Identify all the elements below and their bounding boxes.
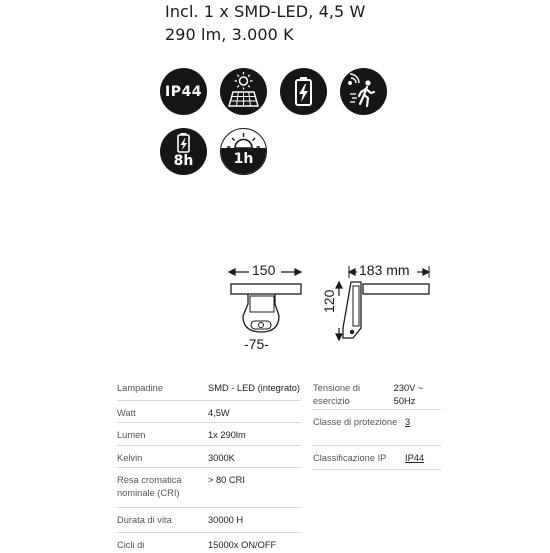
dimension-drawing (215, 258, 445, 368)
battery-8h-icon (160, 128, 207, 175)
spec-value: 4,5W (208, 408, 230, 418)
spec-label: Classificazione IP (313, 453, 387, 463)
spec-row-lumen (117, 423, 301, 446)
spec-row-cicli (117, 533, 301, 553)
lumen-kelvin-line: 290 lm, 3.000 K (165, 25, 294, 44)
ip44-label: IP44 (165, 83, 202, 100)
battery-charge-icon (280, 68, 327, 115)
spec-row-tensione (313, 376, 441, 410)
spec-label: Durata di vita (117, 515, 172, 525)
spec-value: 30000 H (208, 515, 244, 525)
spec-row-cri (117, 468, 301, 508)
led-spec-line: Incl. 1 x SMD-LED, 4,5 W (165, 2, 366, 21)
spec-row-lampadine (117, 376, 301, 401)
spec-label: Tensione di esercizio (313, 383, 361, 406)
spec-label: Watt (117, 408, 136, 418)
spec-label: Classe di protezione (313, 417, 398, 427)
height-label: 120 (321, 289, 337, 313)
spec-value: 1x 290lm (208, 430, 246, 440)
motion-sensor-icon (340, 68, 387, 115)
spec-label: Cicli di (117, 540, 145, 550)
spec-value: SMD - LED (integrato) (208, 383, 300, 393)
8h-label: 8h (173, 153, 194, 169)
feature-icons (160, 68, 400, 188)
spec-row-watt (117, 401, 301, 423)
depth-label: 183 mm (359, 262, 410, 278)
spec-row-durata (117, 508, 301, 533)
spec-label: Resa cromatica nominale (CRI) (117, 475, 182, 498)
spec-row-ip (313, 446, 441, 470)
width-bottom-label: -75- (244, 336, 269, 352)
spec-label: Lumen (117, 430, 146, 440)
spec-row-classe (313, 410, 441, 446)
spec-value: 230V ~ 50Hz (393, 383, 424, 406)
spec-table-right (313, 376, 441, 470)
spec-value: 15000x ON/OFF (208, 540, 277, 550)
width-bottom-value: 75 (248, 336, 265, 352)
product-header (165, 0, 365, 46)
spec-row-kelvin (117, 446, 301, 468)
spec-value: IP44 (405, 453, 425, 463)
width-top-label: 150 (252, 262, 276, 278)
spec-value: > 80 CRI (208, 475, 245, 485)
spec-value: 3 (405, 417, 411, 427)
1h-label: 1h (233, 151, 254, 167)
spec-label: Kelvin (117, 453, 143, 463)
ip44-icon (160, 68, 207, 115)
spec-label: Lampadine (117, 383, 164, 393)
solar-panel-icon (220, 68, 267, 115)
spec-table-left (117, 376, 301, 553)
spec-value: 3000K (208, 453, 235, 463)
sun-1h-icon (220, 128, 267, 175)
